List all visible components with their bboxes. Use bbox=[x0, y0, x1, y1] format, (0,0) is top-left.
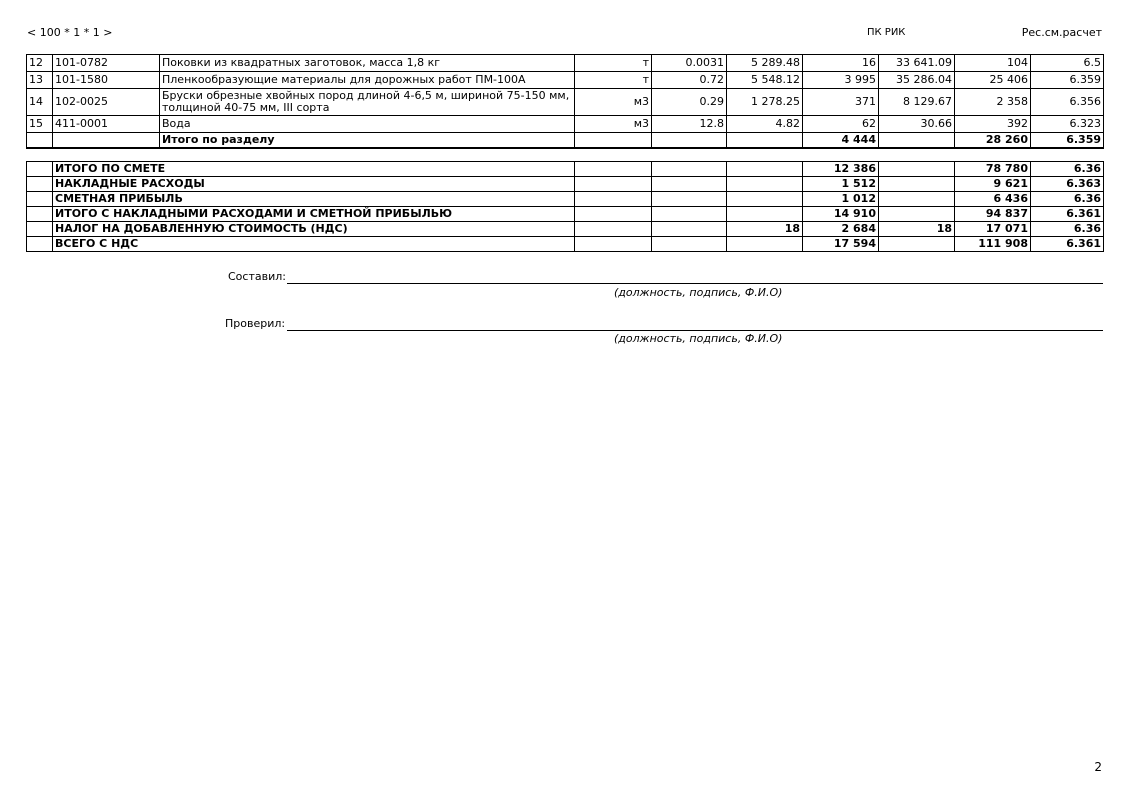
total-label-cell: ИТОГО С НАКЛАДНЫМИ РАСХОДАМИ И СМЕТНОЙ ПРИБЫЛЬЮ bbox=[53, 207, 575, 222]
total-label-cell: НАКЛАДНЫЕ РАСХОДЫ bbox=[53, 177, 575, 192]
current-rate-cell bbox=[879, 177, 955, 192]
resource-name-cell: Поковки из квадратных заготовок, масса 1,8 кг bbox=[160, 55, 575, 72]
base-sum-cell: 14 910 bbox=[803, 207, 879, 222]
table-row bbox=[27, 55, 1104, 72]
row-number-cell: 12 bbox=[27, 55, 53, 72]
current-sum-cell: 78 780 bbox=[955, 162, 1031, 177]
index-cell: 6.36 bbox=[1031, 192, 1104, 207]
base-rate-cell bbox=[727, 237, 803, 252]
current-rate-cell bbox=[879, 237, 955, 252]
base-rate-cell: 18 bbox=[727, 222, 803, 237]
base-sum-cell: 3 995 bbox=[803, 72, 879, 89]
total-label-cell: ВСЕГО С НДС bbox=[53, 237, 575, 252]
index-cell: 6.5 bbox=[1031, 55, 1104, 72]
row-number-cell: 13 bbox=[27, 72, 53, 89]
current-sum-cell: 104 bbox=[955, 55, 1031, 72]
quantity-cell: 12.8 bbox=[652, 116, 727, 133]
current-sum-cell: 6 436 bbox=[955, 192, 1031, 207]
totals-row bbox=[27, 162, 1104, 177]
resource-code-cell: 102-0025 bbox=[53, 89, 160, 116]
base-price-cell: 5 548.12 bbox=[727, 72, 803, 89]
unit-cell: м3 bbox=[575, 89, 652, 116]
empty-cell bbox=[575, 222, 652, 237]
checked-by-label: Проверил: bbox=[225, 317, 286, 330]
compiled-by-label: Составил: bbox=[228, 270, 286, 283]
current-sum-cell: 392 bbox=[955, 116, 1031, 133]
current-price-cell: 35 286.04 bbox=[879, 72, 955, 89]
empty-cell bbox=[53, 133, 160, 149]
quantity-cell: 0.0031 bbox=[652, 55, 727, 72]
total-label-cell: СМЕТНАЯ ПРИБЫЛЬ bbox=[53, 192, 575, 207]
unit-cell: т bbox=[575, 72, 652, 89]
base-sum-cell: 2 684 bbox=[803, 222, 879, 237]
current-price-cell: 30.66 bbox=[879, 116, 955, 133]
base-price-cell: 4.82 bbox=[727, 116, 803, 133]
base-rate-cell bbox=[727, 192, 803, 207]
totals-row bbox=[27, 222, 1104, 237]
current-sum-cell: 25 406 bbox=[955, 72, 1031, 89]
empty-cell bbox=[652, 133, 727, 149]
empty-cell bbox=[27, 207, 53, 222]
unit-cell: т bbox=[575, 55, 652, 72]
empty-cell bbox=[575, 237, 652, 252]
empty-cell bbox=[27, 133, 53, 149]
row-number-cell: 15 bbox=[27, 116, 53, 133]
empty-cell bbox=[652, 207, 727, 222]
items-table bbox=[26, 54, 1104, 149]
base-sum-cell: 1 512 bbox=[803, 177, 879, 192]
index-cell: 6.36 bbox=[1031, 222, 1104, 237]
empty-cell bbox=[27, 192, 53, 207]
empty-cell bbox=[652, 162, 727, 177]
base-rate-cell bbox=[727, 177, 803, 192]
totals-row bbox=[27, 192, 1104, 207]
unit-cell: м3 bbox=[575, 116, 652, 133]
empty-cell bbox=[727, 133, 803, 149]
empty-cell bbox=[27, 162, 53, 177]
empty-cell bbox=[575, 133, 652, 149]
base-rate-cell bbox=[727, 207, 803, 222]
empty-cell bbox=[27, 237, 53, 252]
index-cell: 6.36 bbox=[1031, 162, 1104, 177]
base-sum-cell: 17 594 bbox=[803, 237, 879, 252]
base-price-cell: 5 289.48 bbox=[727, 55, 803, 72]
totals-row bbox=[27, 237, 1104, 252]
compiled-by-signature-line bbox=[287, 283, 1103, 284]
total-label-cell: ИТОГО ПО СМЕТЕ bbox=[53, 162, 575, 177]
empty-cell bbox=[575, 207, 652, 222]
current-sum-cell: 94 837 bbox=[955, 207, 1031, 222]
compiled-by-hint: (должность, подпись, Ф.И.О) bbox=[614, 286, 783, 299]
current-price-cell: 8 129.67 bbox=[879, 89, 955, 116]
checked-by-hint: (должность, подпись, Ф.И.О) bbox=[614, 332, 783, 345]
quantity-cell: 0.29 bbox=[652, 89, 727, 116]
resource-name-cell: Пленкообразующие материалы для дорожных работ ПМ-100А bbox=[160, 72, 575, 89]
totals-table bbox=[26, 161, 1104, 252]
current-rate-cell bbox=[879, 162, 955, 177]
base-sum-cell: 12 386 bbox=[803, 162, 879, 177]
current-rate-cell: 18 bbox=[879, 222, 955, 237]
table-row bbox=[27, 116, 1104, 133]
index-cell: 6.323 bbox=[1031, 116, 1104, 133]
quantity-cell: 0.72 bbox=[652, 72, 727, 89]
index-cell: 6.356 bbox=[1031, 89, 1104, 116]
base-sum-cell: 16 bbox=[803, 55, 879, 72]
base-price-cell: 1 278.25 bbox=[727, 89, 803, 116]
current-sum-cell: 17 071 bbox=[955, 222, 1031, 237]
section-total-row bbox=[27, 133, 1104, 149]
page-number: 2 bbox=[1094, 760, 1102, 774]
empty-cell bbox=[652, 192, 727, 207]
current-sum-cell: 111 908 bbox=[955, 237, 1031, 252]
totals-row bbox=[27, 177, 1104, 192]
table-row bbox=[27, 89, 1104, 116]
totals-row bbox=[27, 207, 1104, 222]
table-row bbox=[27, 72, 1104, 89]
section-total-base-sum: 4 444 bbox=[803, 133, 879, 149]
current-price-cell: 33 641.09 bbox=[879, 55, 955, 72]
base-sum-cell: 1 012 bbox=[803, 192, 879, 207]
index-cell: 6.359 bbox=[1031, 72, 1104, 89]
resource-name-cell: Вода bbox=[160, 116, 575, 133]
resource-code-cell: 411-0001 bbox=[53, 116, 160, 133]
current-sum-cell: 2 358 bbox=[955, 89, 1031, 116]
resource-name-cell: Бруски обрезные хвойных пород длиной 4-6,5 м, шириной 75-150 мм, толщиной 40-75 мм, III сорта bbox=[160, 89, 575, 116]
empty-cell bbox=[652, 237, 727, 252]
empty-cell bbox=[879, 133, 955, 149]
current-rate-cell bbox=[879, 192, 955, 207]
resource-code-cell: 101-1580 bbox=[53, 72, 160, 89]
current-rate-cell bbox=[879, 207, 955, 222]
row-number-cell: 14 bbox=[27, 89, 53, 116]
index-cell: 6.361 bbox=[1031, 207, 1104, 222]
section-total-current-sum: 28 260 bbox=[955, 133, 1031, 149]
empty-cell bbox=[575, 192, 652, 207]
base-rate-cell bbox=[727, 162, 803, 177]
section-total-index: 6.359 bbox=[1031, 133, 1104, 149]
index-cell: 6.361 bbox=[1031, 237, 1104, 252]
empty-cell bbox=[27, 222, 53, 237]
header-program-name: ПК РИК bbox=[867, 27, 906, 38]
header-document-type: Рес.см.расчет bbox=[1021, 26, 1102, 39]
resource-code-cell: 101-0782 bbox=[53, 55, 160, 72]
empty-cell bbox=[27, 177, 53, 192]
total-label-cell: НАЛОГ НА ДОБАВЛЕННУЮ СТОИМОСТЬ (НДС) bbox=[53, 222, 575, 237]
base-sum-cell: 62 bbox=[803, 116, 879, 133]
empty-cell bbox=[652, 177, 727, 192]
empty-cell bbox=[575, 162, 652, 177]
base-sum-cell: 371 bbox=[803, 89, 879, 116]
index-cell: 6.363 bbox=[1031, 177, 1104, 192]
section-total-label: Итого по разделу bbox=[160, 133, 575, 149]
empty-cell bbox=[652, 222, 727, 237]
checked-by-signature-line bbox=[287, 330, 1103, 331]
empty-cell bbox=[575, 177, 652, 192]
current-sum-cell: 9 621 bbox=[955, 177, 1031, 192]
header-left-code: < 100 * 1 * 1 > bbox=[27, 26, 113, 39]
